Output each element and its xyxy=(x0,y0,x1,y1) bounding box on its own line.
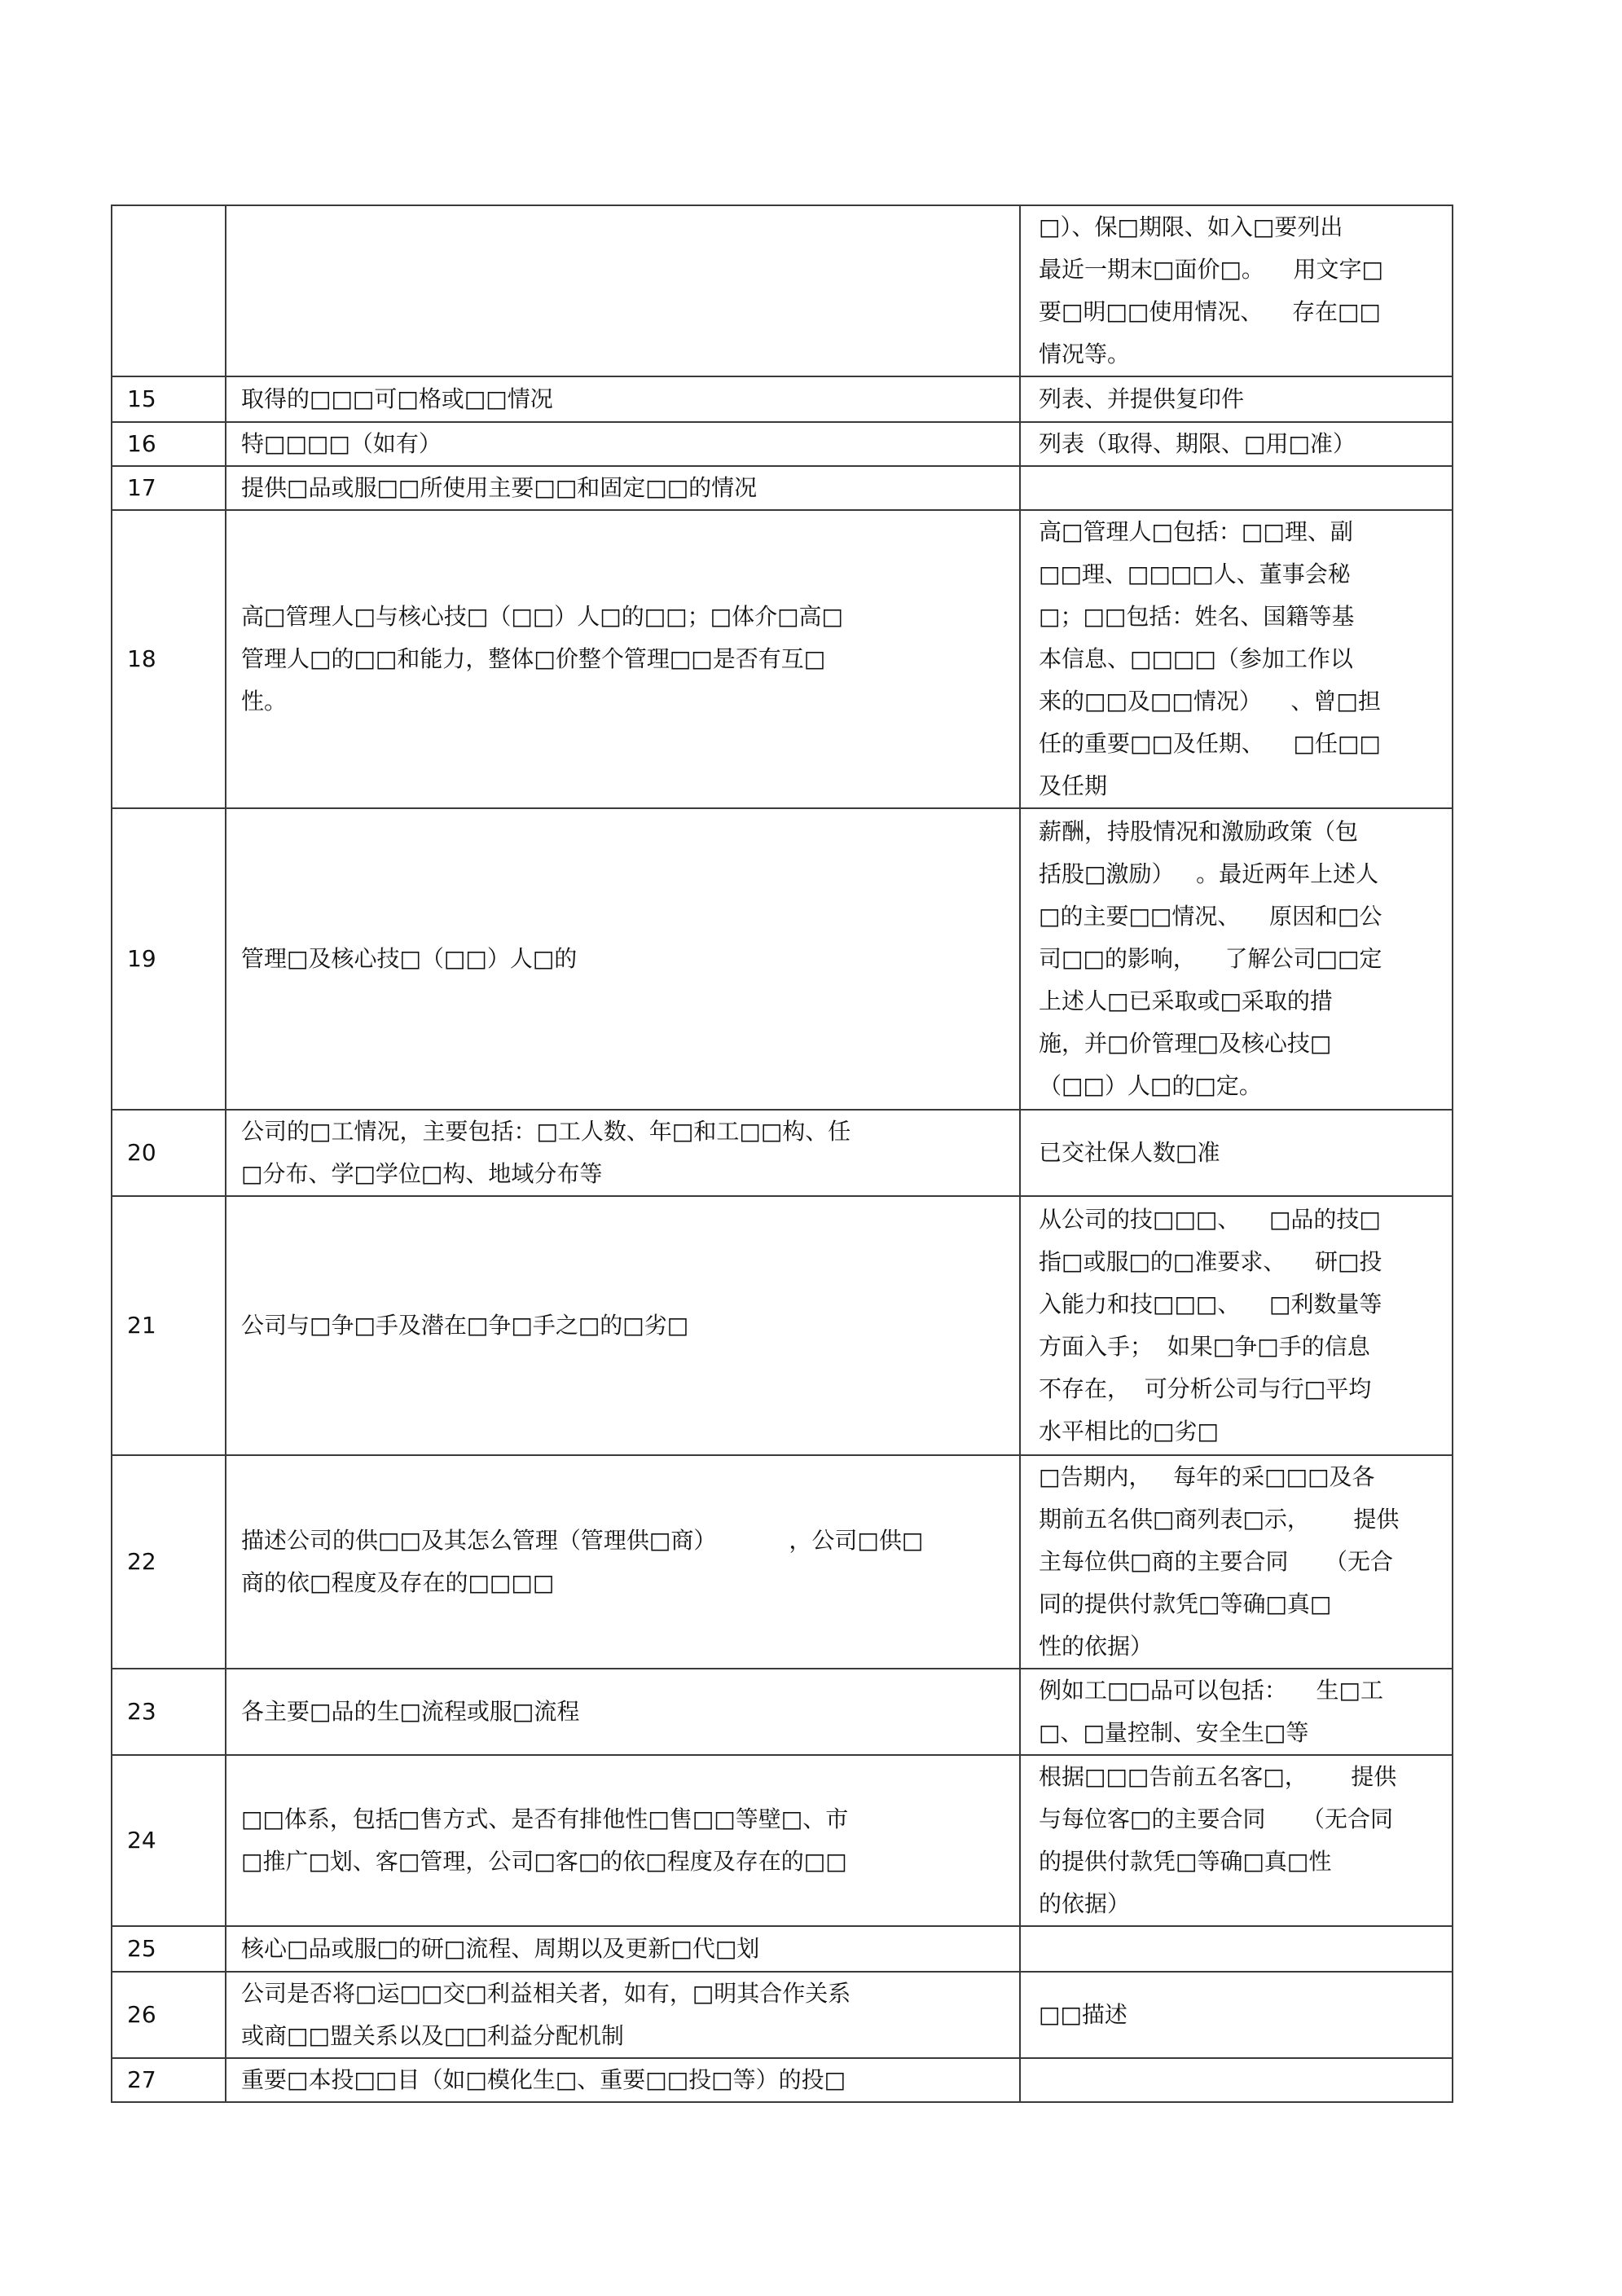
note-cell xyxy=(1020,1972,1453,2058)
table-row xyxy=(112,1926,1453,1972)
row-number-cell: 23 xyxy=(112,1669,226,1755)
item-text-line: 高□管理人□与核心技□（□□）人□的□□；□体介□高□ xyxy=(241,603,844,630)
item-text-line: 特□□□□（如有） xyxy=(241,430,442,457)
note-cell xyxy=(1020,510,1453,808)
note-text-line: 水平相比的□劣□ xyxy=(1039,1418,1219,1445)
document-table xyxy=(111,205,1453,2103)
note-text-line: 入能力和技□□□、 □利数量等 xyxy=(1039,1291,1382,1317)
note-text-line: 括股□激励） 。最近两年上述人 xyxy=(1039,860,1379,887)
table-row xyxy=(112,1755,1453,1926)
note-text-line: 列表（取得、期限、□用□准） xyxy=(1039,430,1356,457)
note-text-line: 司□□的影响， 了解公司□□定 xyxy=(1039,945,1382,972)
table-row xyxy=(112,205,1453,376)
item-text-line: 或商□□盟关系以及□□利益分配机制 xyxy=(241,2022,624,2049)
row-number-cell xyxy=(112,205,226,376)
item-text-line: □□体系，包括□售方式、是否有排他性□售□□等壁□、市 xyxy=(241,1806,849,1832)
item-description-cell xyxy=(226,510,1020,808)
note-text-line: 性的依据） xyxy=(1039,1633,1154,1660)
note-text-line: 上述人□已采取或□采取的措 xyxy=(1039,987,1333,1014)
row-number-cell: 21 xyxy=(112,1196,226,1455)
note-text-line: □、□量控制、安全生□等 xyxy=(1039,1719,1309,1746)
note-cell xyxy=(1020,2058,1453,2102)
note-text-line: □）、保□期限、如入□要列出 xyxy=(1039,213,1343,240)
item-text-line: 公司与□争□手及潜在□争□手之□的□劣□ xyxy=(241,1312,689,1339)
note-cell xyxy=(1020,1926,1453,1972)
item-description-cell xyxy=(226,1972,1020,2058)
note-cell xyxy=(1020,1669,1453,1755)
item-text-line: 核心□品或服□的研□流程、周期以及更新□代□划 xyxy=(241,1935,760,1962)
item-text-line: □分布、学□学位□构、地域分布等 xyxy=(241,1160,603,1187)
item-text-line: 取得的□□□可□格或□□情况 xyxy=(241,385,553,412)
note-text-line: □的主要□□情况、 原因和□公 xyxy=(1039,903,1382,930)
table-row xyxy=(112,1972,1453,2058)
item-description-cell xyxy=(226,466,1020,510)
item-text-line: 管理□及核心技□（□□）人□的 xyxy=(241,945,578,972)
table-row xyxy=(112,1669,1453,1755)
note-text-line: 列表、并提供复印件 xyxy=(1039,385,1245,412)
row-number-cell: 24 xyxy=(112,1755,226,1926)
note-text-line: 薪酬，持股情况和激励政策（包 xyxy=(1039,818,1359,845)
note-text-line: 最近一期末□面价□。 用文字□ xyxy=(1039,256,1383,283)
note-text-line: 的提供付款凭□等确□真□性 xyxy=(1039,1848,1332,1875)
note-text-line: 例如工□□品可以包括： 生□工 xyxy=(1039,1677,1383,1704)
row-number-cell: 27 xyxy=(112,2058,226,2102)
note-text-line: □；□□包括：姓名、国籍等基 xyxy=(1039,603,1355,630)
item-description-cell xyxy=(226,808,1020,1110)
item-description-cell xyxy=(226,1110,1020,1196)
row-number-cell: 20 xyxy=(112,1110,226,1196)
item-text-line: 公司的□工情况，主要包括：□工人数、年□和工□□构、任 xyxy=(241,1118,851,1145)
row-number-cell: 26 xyxy=(112,1972,226,2058)
note-text-line: 及任期 xyxy=(1039,772,1108,799)
item-text-line: 性。 xyxy=(241,688,288,715)
item-text-line: 管理人□的□□和能力，整体□价整个管理□□是否有互□ xyxy=(241,645,826,672)
note-cell xyxy=(1020,1110,1453,1196)
note-text-line: 已交社保人数□准 xyxy=(1039,1139,1220,1166)
item-text-line: 公司是否将□运□□交□利益相关者，如有，□明其合作关系 xyxy=(241,1980,851,2007)
note-text-line: 从公司的技□□□、 □品的技□ xyxy=(1039,1206,1381,1233)
item-text-line: 提供□品或服□□所使用主要□□和固定□□的情况 xyxy=(241,474,758,501)
note-text-line: （□□）人□的□定。 xyxy=(1039,1072,1262,1099)
note-text-line: □□描述 xyxy=(1039,2001,1127,2028)
table-row xyxy=(112,510,1453,808)
note-text-line: 高□管理人□包括：□□理、副 xyxy=(1039,518,1353,545)
note-cell xyxy=(1020,422,1453,466)
item-text-line: 重要□本投□□目（如□模化生□、重要□□投□等）的投□ xyxy=(241,2066,846,2093)
table-row xyxy=(112,376,1453,422)
row-number-cell: 19 xyxy=(112,808,226,1110)
note-text-line: 要□明□□使用情况、 存在□□ xyxy=(1039,298,1381,325)
note-text-line: 同的提供付款凭□等确□真□ xyxy=(1039,1590,1332,1617)
note-text-line: 根据□□□告前五名客□， 提供 xyxy=(1039,1763,1397,1790)
table-row xyxy=(112,422,1453,466)
item-description-cell xyxy=(226,205,1020,376)
row-number-cell: 17 xyxy=(112,466,226,510)
note-text-line: 本信息、□□□□（参加工作以 xyxy=(1039,645,1353,672)
note-text-line: 方面入手； 如果□争□手的信息 xyxy=(1039,1333,1370,1360)
item-text-line: 商的依□程度及存在的□□□□ xyxy=(241,1569,555,1596)
note-text-line: 指□或服□的□准要求、 研□投 xyxy=(1039,1248,1382,1275)
note-text-line: □□理、□□□□人、董事会秘 xyxy=(1039,561,1351,587)
note-text-line: 任的重要□□及任期、 □任□□ xyxy=(1039,730,1381,757)
item-description-cell xyxy=(226,376,1020,422)
note-text-line: 来的□□及□□情况） 、曾□担 xyxy=(1039,688,1381,715)
note-cell xyxy=(1020,1755,1453,1926)
table-row xyxy=(112,2058,1453,2102)
row-number-cell: 18 xyxy=(112,510,226,808)
row-number-cell: 16 xyxy=(112,422,226,466)
row-number-cell: 15 xyxy=(112,376,226,422)
table-row xyxy=(112,466,1453,510)
note-cell xyxy=(1020,376,1453,422)
item-description-cell xyxy=(226,1196,1020,1455)
note-cell xyxy=(1020,1455,1453,1669)
note-text-line: □告期内， 每年的采□□□及各 xyxy=(1039,1463,1375,1490)
table-row xyxy=(112,1196,1453,1455)
item-description-cell xyxy=(226,1755,1020,1926)
note-text-line: 情况等。 xyxy=(1039,341,1131,367)
note-cell xyxy=(1020,466,1453,510)
note-text-line: 的依据） xyxy=(1039,1890,1131,1917)
note-cell xyxy=(1020,808,1453,1110)
row-number-cell: 25 xyxy=(112,1926,226,1972)
item-description-cell xyxy=(226,1669,1020,1755)
row-number-cell: 22 xyxy=(112,1455,226,1669)
note-cell xyxy=(1020,1196,1453,1455)
table-body xyxy=(112,205,1453,2102)
item-description-cell xyxy=(226,2058,1020,2102)
note-text-line: 施，并□价管理□及核心技□ xyxy=(1039,1030,1332,1057)
item-text-line: 各主要□品的生□流程或服□流程 xyxy=(241,1698,580,1725)
note-text-line: 期前五名供□商列表□示， 提供 xyxy=(1039,1506,1400,1533)
table-row xyxy=(112,1110,1453,1196)
table-row xyxy=(112,1455,1453,1669)
note-text-line: 与每位客□的主要合同 （无合同 xyxy=(1039,1806,1393,1832)
item-text-line: □推广□划、客□管理，公司□客□的依□程度及存在的□□ xyxy=(241,1848,847,1875)
note-text-line: 不存在， 可分析公司与行□平均 xyxy=(1039,1375,1372,1402)
table-row xyxy=(112,808,1453,1110)
item-description-cell xyxy=(226,422,1020,466)
item-description-cell xyxy=(226,1926,1020,1972)
item-description-cell xyxy=(226,1455,1020,1669)
note-text-line: 主每位供□商的主要合同 （无合 xyxy=(1039,1548,1393,1575)
item-text-line: 描述公司的供□□及其怎么管理（管理供□商） ，公司□供□ xyxy=(241,1527,924,1554)
note-cell xyxy=(1020,205,1453,376)
